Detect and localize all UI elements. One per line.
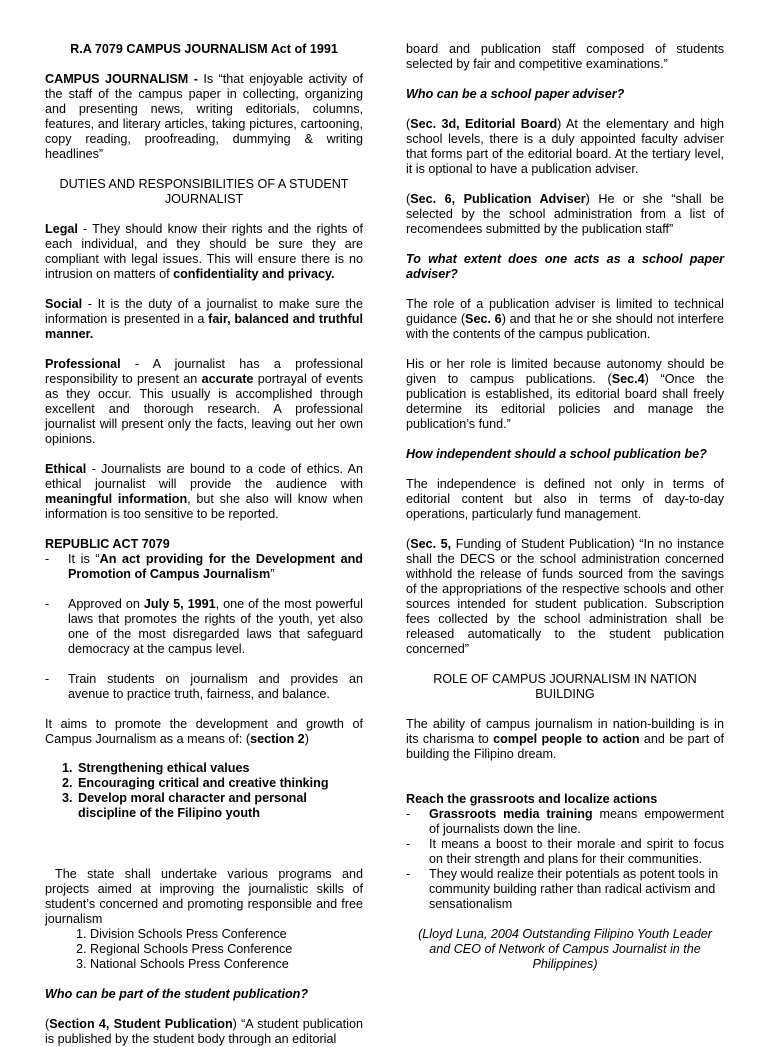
list-item: 1. Strengthening ethical values xyxy=(76,761,363,776)
ra-bullet-3: - Train students on journalism and provides an avenue to practice truth, fairness, and balance. xyxy=(45,672,363,702)
list-item: 2. Encouraging critical and creative thinking xyxy=(76,776,363,791)
duty-ethical: Ethical - Journalists are bound to a code of ethics. An ethical journalist will provide the audience with meaningful information, but she also will know when information is too sensitive to be reported. xyxy=(45,462,363,521)
question-extent: To what extent does one acts as a school paper adviser? xyxy=(406,252,724,281)
duties-heading: DUTIES AND RESPONSIBILITIES OF A STUDENT JOURNALIST xyxy=(59,177,349,206)
limited-role-paragraph: His or her role is limited because autonomy should be given to campus publications. (Sec.4) “Once the publication is established, its editorial board shall freely determine its editorial policies and manage the publication’s fund.” xyxy=(406,357,724,431)
list-item: 3. National Schools Press Conference xyxy=(90,957,363,972)
ability-paragraph: The ability of campus journalism in nation-building is in its charisma to compel people to action and be part of building the Filipino dream. xyxy=(406,717,724,761)
section-4-paragraph: (Section 4, Student Publication) “A student publication is published by the student body through an editorial xyxy=(45,1017,363,1046)
question-independent: How independent should a school publication be? xyxy=(406,447,707,461)
ra-bullet-2: - Approved on July 5, 1991, one of the most powerful laws that promotes the rights of the youth, yet also one of the most disregarded laws that safeguard democracy at the campus level. xyxy=(45,597,363,657)
duty-social: Social - It is the duty of a journalist to make sure the information is presented in a fair, balanced and truthful manner. xyxy=(45,297,363,341)
list-item: 2. Regional Schools Press Conference xyxy=(90,942,363,957)
citation: (Lloyd Luna, 2004 Outstanding Filipino Youth Leader and CEO of Network of Campus Journalist in the Philippines) xyxy=(418,927,712,971)
grassroots-heading: Reach the grassroots and localize actions xyxy=(406,792,658,806)
duty-professional: Professional - A journalist has a professional responsibility to present an accurate portrayal of events as they occur. This usually is accomplished through excellent and thorough research. A professional journalist will present only the facts, leaving out her own opinions. xyxy=(45,357,363,446)
sec-5-paragraph: (Sec. 5, Funding of Student Publication) “In no instance shall the DECS or the school administration concerned withhold the release of funds sourced from the savings of the appropriations of the respective schools and other sources intended for student publication. Subscription fees collected by the school administration shall be released automatically to the student publication concerned” xyxy=(406,537,724,656)
term: CAMPUS JOURNALISM - xyxy=(45,72,198,86)
state-paragraph: The state shall undertake various programs and projects aimed at improving the journalistic skills of student’s concerned and promoting responsible and free journalism xyxy=(45,867,363,926)
conference-list xyxy=(45,927,363,972)
role-heading: ROLE OF CAMPUS JOURNALISM IN NATION BUILDING xyxy=(433,672,697,701)
question-adviser: Who can be a school paper adviser? xyxy=(406,87,625,101)
duty-legal: Legal - They should know their rights and the rights of each individual, and they should be sure they are compliant with legal issues. This will ensure there is no intrusion on matters of confidentiality and privacy. xyxy=(45,222,363,281)
sec-3d-paragraph: (Sec. 3d, Editorial Board) At the elementary and high school levels, there is a duly appointed faculty adviser that forms part of the editorial board. At the tertiary level, it is optional to have a publication adviser. xyxy=(406,117,724,176)
left-column xyxy=(45,42,363,1047)
sec-6-paragraph: (Sec. 6, Publication Adviser) He or she “shall be selected by the school administration from a list of recomendees submitted by the publication staff” xyxy=(406,192,724,236)
grassroots-bullet-3: - They would realize their potentials as potent tools in community building rather than radical activism and sensationalism xyxy=(406,867,724,912)
ra-heading: REPUBLIC ACT 7079 xyxy=(45,537,170,551)
list-item: 1. Division Schools Press Conference xyxy=(90,927,363,942)
aims-paragraph: It aims to promote the development and growth of Campus Journalism as a means of: (section 2) xyxy=(45,717,363,746)
list-item: 3. Develop moral character and personal discipline of the Filipino youth xyxy=(76,791,363,821)
role-paragraph: The role of a publication adviser is limited to technical guidance (Sec. 6) and that he or she should not interfere with the contents of the campus publication. xyxy=(406,297,724,341)
right-column xyxy=(406,42,724,972)
document-title: R.A 7079 CAMPUS JOURNALISM Act of 1991 xyxy=(70,42,338,56)
campus-journalism-definition: CAMPUS JOURNALISM - Is “that enjoyable activity of the staff of the campus paper in collecting, organizing and presenting news, writing editorials, columns, features, and literary articles, taking pictures, cartooning, copy reading, proofreading, dummying & writing headlines” xyxy=(45,72,363,161)
ra-bullet-1: - It is “An act providing for the Development and Promotion of Campus Journalism” xyxy=(45,552,363,582)
grassroots-bullet-2: - It means a boost to their morale and spirit to focus on their strength and plans for their communities. xyxy=(406,837,724,867)
independence-paragraph: The independence is defined not only in terms of editorial content but also in terms of day-to-day operations, particularly fund management. xyxy=(406,477,724,521)
aims-list xyxy=(45,761,363,821)
grassroots-bullet-1: - Grassroots media training means empowerment of journalists down the line. xyxy=(406,807,724,837)
section-4-continued: board and publication staff composed of students selected by fair and competitive examinations.” xyxy=(406,42,724,71)
question-student-publication: Who can be part of the student publication? xyxy=(45,987,309,1001)
